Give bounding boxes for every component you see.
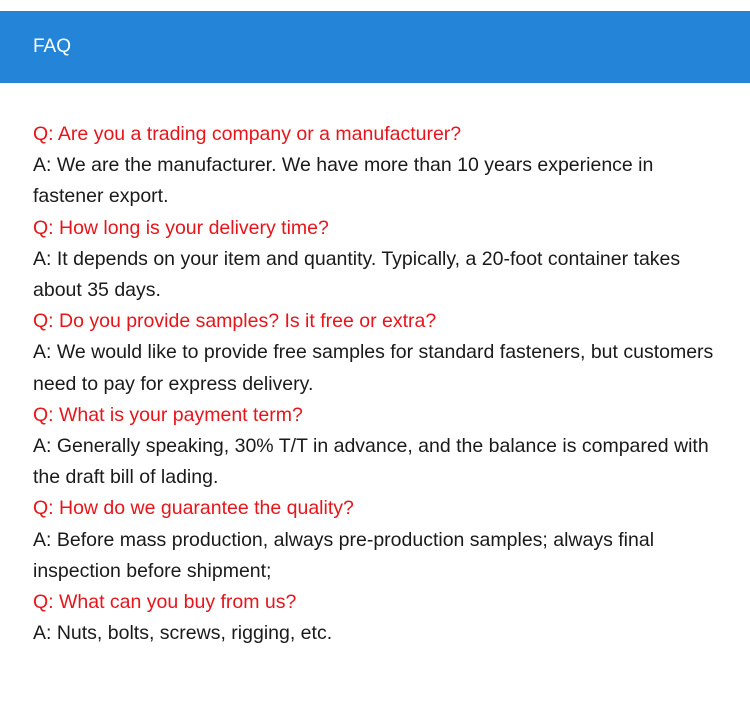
faq-question: Q: How do we guarantee the quality?	[33, 497, 354, 520]
faq-item	[33, 119, 723, 213]
faq-header	[0, 11, 750, 83]
faq-question: Q: How long is your delivery time?	[33, 216, 329, 239]
faq-item	[33, 306, 723, 400]
faq-item	[33, 213, 723, 307]
faq-item	[33, 400, 723, 494]
faq-question: Q: What can you buy from us?	[33, 591, 297, 614]
faq-answer: A: It depends on your item and quantity. Typically, a 20-foot container takes about 35 days.	[33, 247, 681, 302]
faq-item	[33, 587, 723, 649]
faq-answer: A: We are the manufacturer. We have more than 10 years experience in fastener export.	[33, 154, 654, 208]
faq-question: Q: Are you a trading company or a manufacturer?	[33, 123, 462, 145]
faq-answer: A: We would like to provide free samples for standard fasteners, but customers need to pay for express delivery.	[33, 341, 714, 395]
faq-question: Q: What is your payment term?	[33, 403, 303, 426]
faq-list	[33, 119, 723, 649]
faq-item	[33, 493, 723, 587]
faq-answer: A: Generally speaking, 30% T/T in advance, and the balance is compared with the draft bill of lading.	[33, 435, 709, 489]
faq-answer: A: Before mass production, always pre-production samples; always final inspection before shipment;	[33, 528, 655, 582]
faq-answer: A: Nuts, bolts, screws, rigging, etc.	[33, 622, 333, 645]
page-title: FAQ	[33, 36, 72, 57]
faq-question: Q: Do you provide samples? Is it free or extra?	[33, 310, 437, 333]
